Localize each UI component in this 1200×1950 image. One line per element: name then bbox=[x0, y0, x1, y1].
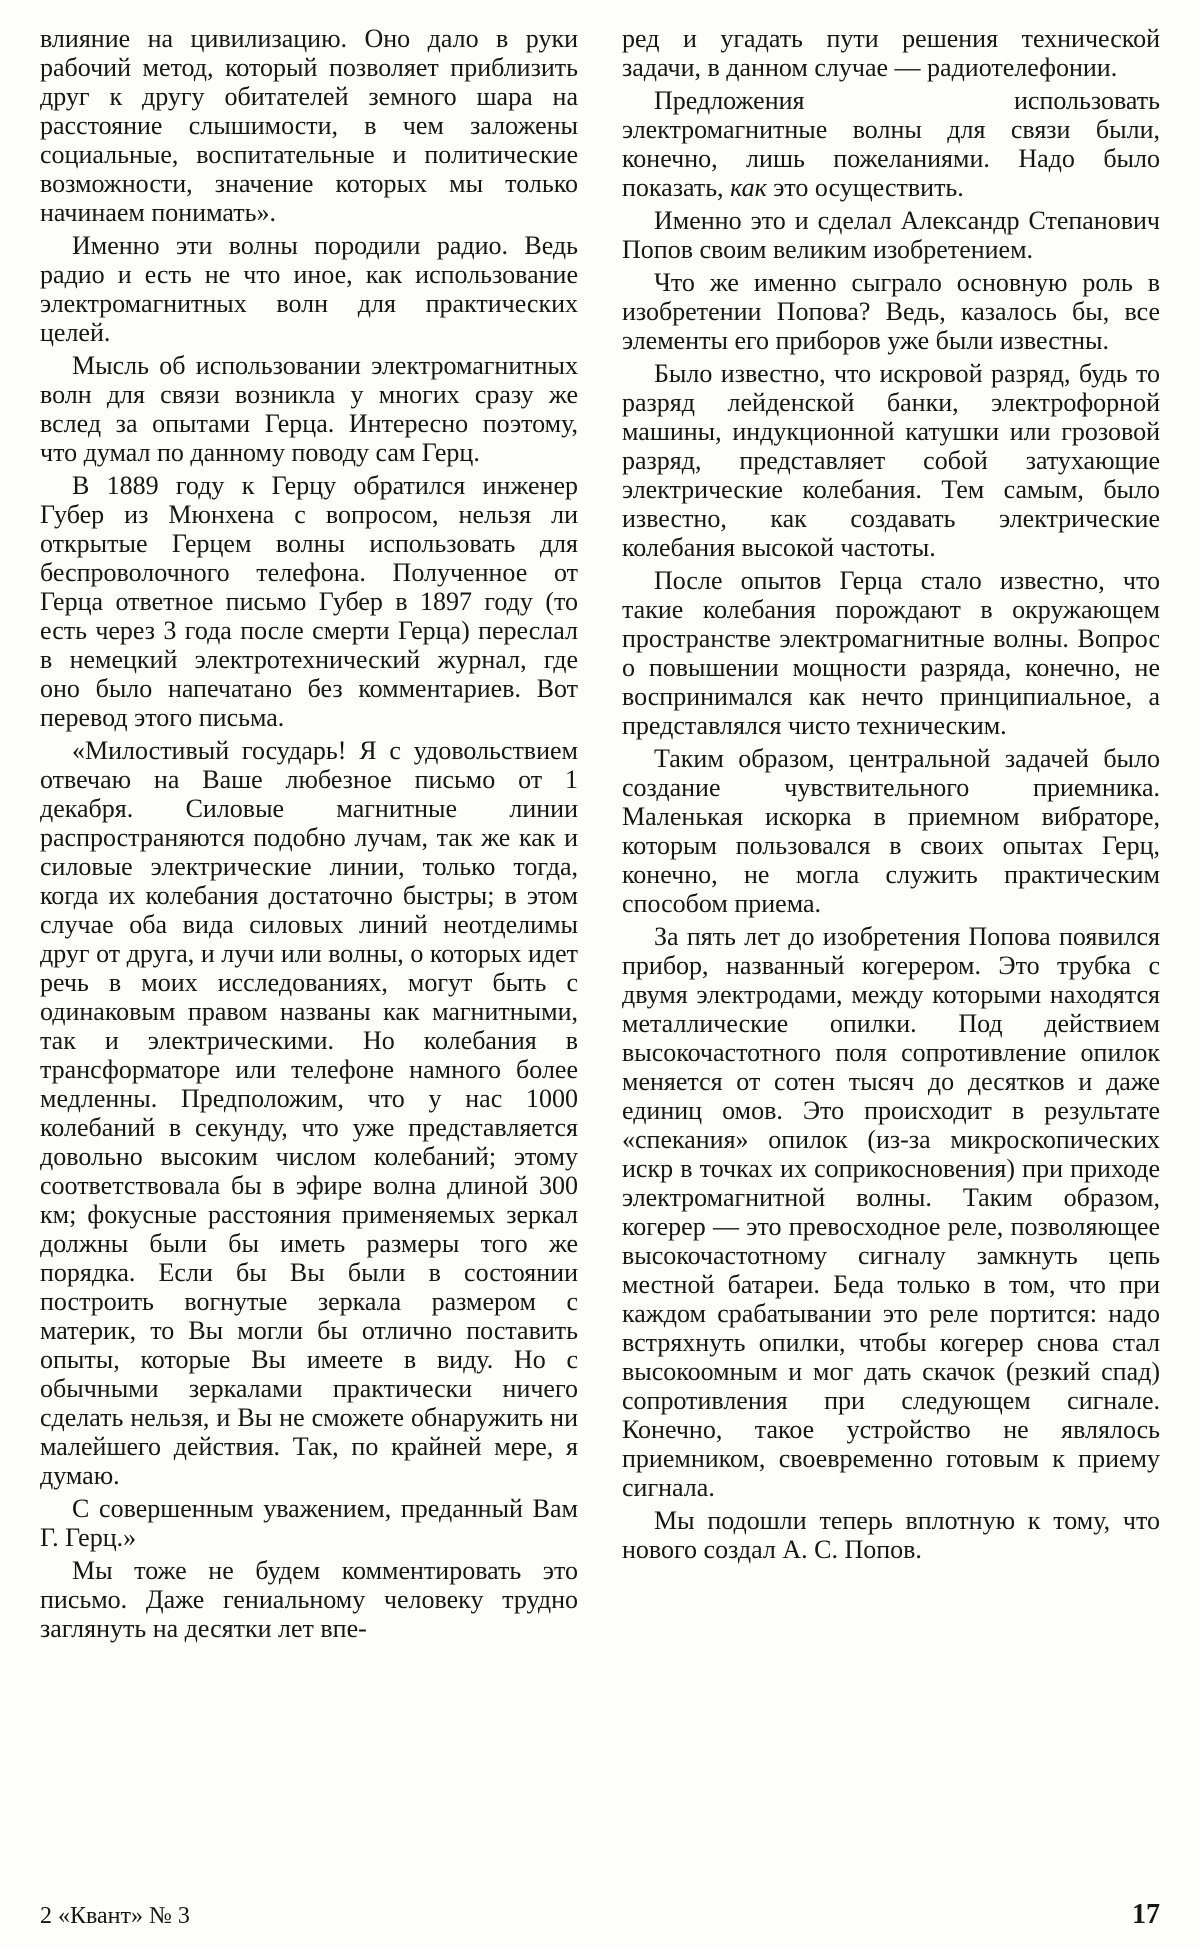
paragraph: В 1889 году к Герцу обратился инженер Губер из Мюнхена с вопросом, нельзя ли открытые Герцем волны использовать для беспроволочного телефона. Полученное от Герца ответное письмо Губер в 1897 году (то есть через 3 года после смерти Герца) переслал в немецкий электротехнический журнал, где оно было напечатано без комментариев. Вот перевод этого письма. bbox=[40, 471, 578, 732]
paragraph-continuation: ред и угадать пути решения технической задачи, в данном случае — радиотелефонии. bbox=[622, 24, 1160, 82]
emphasized-word: как bbox=[730, 173, 767, 202]
letter-closing-paragraph: С совершенным уважением, преданный Вам Г. Герц.» bbox=[40, 1494, 578, 1552]
paragraph-text: это осуществить. bbox=[766, 173, 964, 202]
paragraph: Именно эти волны породили радио. Ведь радио и есть не что иное, как использование электромагнитных волн для практических целей. bbox=[40, 231, 578, 347]
paragraph-with-emphasis bbox=[622, 86, 1160, 202]
paragraph: Мы подошли теперь вплотную к тому, что нового создал А. С. Попов. bbox=[622, 1506, 1160, 1564]
paragraph: Что же именно сыграло основную роль в изобретении Попова? Ведь, казалось бы, все элементы его приборов уже были известны. bbox=[622, 268, 1160, 355]
paragraph: Именно это и сделал Александр Степанович Попов своим великим изобретением. bbox=[622, 206, 1160, 264]
paragraph: Мы тоже не будем комментировать это письмо. Даже гениальному человеку трудно заглянуть на десятки лет впе- bbox=[40, 1556, 578, 1643]
page-number: 17 bbox=[1132, 1899, 1160, 1930]
paragraph: За пять лет до изобретения Попова появился прибор, названный когерером. Это трубка с двумя электродами, между которыми находятся металлические опилки. Под действием высокочастотного поля сопротивление опилок меняется от сотен тысяч до десятков и даже единиц омов. Это происходит в результате «спекания» опилок (из-за микроскопических искр в точках их соприкосновения) при приходе электромагнитной волны. Таким образом, когерер — это превосходное реле, позволяющее высокочастотному сигналу замкнуть цепь местной батареи. Беда только в том, что при каждом срабатывании это реле портится: надо встряхнуть опилки, чтобы когерер снова стал высокоомным и мог дать скачок (резкий спад) сопротивления при следующем сигнале. Конечно, такое устройство не являлось приемником, своевременно готовым к приему сигнала. bbox=[622, 922, 1160, 1502]
paragraph: Было известно, что искровой разряд, будь то разряд лейденской банки, электрофорной машины, индукционной катушки или грозовой разряд, представляет собой затухающие электрические колебания. Тем самым, было известно, как создавать электрические колебания высокой частоты. bbox=[622, 359, 1160, 562]
paragraph-text: Предложения использовать электромагнитные волны для связи были, конечно, лишь пожеланиями. Надо было показать, bbox=[622, 86, 1160, 202]
paragraph-continuation: влияние на цивилизацию. Оно дало в руки рабочий метод, который позволяет приблизить друг к другу обитателей земного шара на расстояние слышимости, в чем заложены социальные, воспитательные и политические возможности, значение которых мы только начинаем понимать». bbox=[40, 24, 578, 227]
text-column-right bbox=[622, 24, 1160, 1564]
quoted-letter-paragraph: «Милостивый государь! Я с удовольствием отвечаю на Ваше любезное письмо от 1 декабря. Силовые магнитные линии распространяются подобно лучам, так же как и силовые электрические линии, только тогда, когда их колебания достаточно быстры; в этом случае оба вида силовых линий неотделимы друг от друга, и лучи или волны, о которых идет речь в моих исследованиях, могут быть с одинаковым правом названы как магнитными, так и электрическими. Но колебания в трансформаторе или телефоне намного более медленны. Предположим, что у нас 1000 колебаний в секунду, что уже представляется довольно высоким числом колебаний; этому соответствовала бы в эфире волна длиной 300 км; фокусные расстояния применяемых зеркал должны были бы иметь размеры того же порядка. Если бы Вы были в состоянии построить вогнутые зеркала размером с материк, то Вы могли бы отлично поставить опыты, которые Вы имеете в виду. Но с обычными зеркалами практически ничего сделать нельзя, и Вы не сможете обнаружить ни малейшего действия. Так, по крайней мере, я думаю. bbox=[40, 736, 578, 1490]
paragraph: После опытов Герца стало известно, что такие колебания порождают в окружающем пространстве электромагнитные волны. Вопрос о повышении мощности разряда, конечно, не воспринимался как нечто принципиальное, а представлялся чисто техническим. bbox=[622, 566, 1160, 740]
signature-mark: 2 «Квант» № 3 bbox=[40, 1903, 190, 1929]
paragraph: Мысль об использовании электромагнитных волн для связи возникла у многих сразу же вслед за опытами Герца. Интересно поэтому, что думал по данному поводу сам Герц. bbox=[40, 351, 578, 467]
text-column-left bbox=[40, 24, 578, 1643]
paragraph: Таким образом, центральной задачей было создание чувствительного приемника. Маленькая искорка в приемном вибраторе, которым пользовался в своих опытах Герц, конечно, не могла служить практическим способом приема. bbox=[622, 744, 1160, 918]
